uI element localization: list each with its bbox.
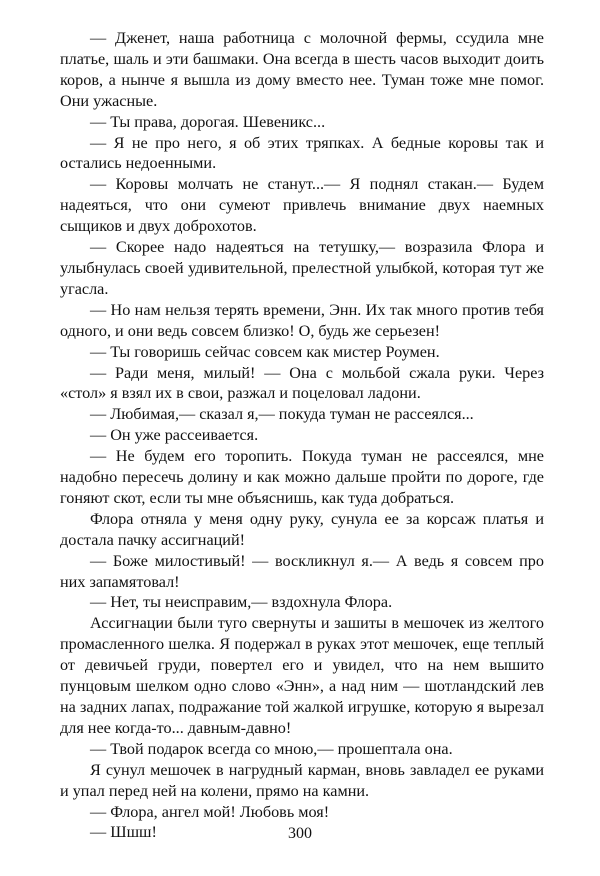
paragraph: — Но нам нельзя терять времени, Энн. Их так много против тебя одного, и они ведь совсем близко! О, будь же серьезен! <box>60 300 544 340</box>
paragraph: — Дженет, наша работница с молочной фермы, ссудила мне платье, шаль и эти башмаки. Она всегда в шесть часов выходит доить коров, а нынче я вышла из дому вместо нее. Туман тоже мне помог. Они ужасные. <box>60 29 544 110</box>
paragraph: — Любимая,— сказал я,— покуда туман не рассеялся... <box>90 405 474 424</box>
paragraph: — Ты права, дорогая. Шевеникс... <box>90 112 326 131</box>
paragraph: — Он уже рассеивается. <box>90 426 259 445</box>
paragraph: — Твой подарок всегда со мною,— прошептала она. <box>90 739 453 758</box>
paragraph: — Флора, ангел мой! Любовь моя! <box>90 802 330 821</box>
paragraph: — Нет, ты неисправим,— вздохнула Флора. <box>90 593 393 612</box>
paragraph: Флора отняла у меня одну руку, сунула ее за корсаж платья и достала пачку ассигнаций! <box>60 509 544 549</box>
paragraph: — Коровы молчать не станут...— Я поднял стакан.— Будем надеяться, что они сумеют привлечь внимание двух наемных сыщиков и двух доброхотов. <box>60 175 544 236</box>
paragraph: Я сунул мешочек в нагрудный карман, вновь завладел ее руками и упал перед ней на колени, прямо на камни. <box>60 760 544 800</box>
paragraph: — Боже милостивый! — воскликнул я.— А ведь я совсем про них запамятовал! <box>60 551 544 591</box>
paragraph: Ассигнации были туго свернуты и зашиты в мешочек из желтого промасленного шелка. Я подержал в руках этот мешочек, еще теплый от девичьей груди, повертел его и увидел, что на нем вышито пунцовым шелком одно слово «Энн», а над ним — шотландский лев на задних лапах, подражание той жалкой игрушке, которую я вырезал для нее когда-то... давным-давно! <box>60 614 544 737</box>
paragraph: — Ради меня, милый! — Она с мольбой сжала руки. Через «стол» я взял их в свои, разжал и поцеловал ладони. <box>60 363 544 403</box>
paragraph: — Не будем его торопить. Покуда туман не рассеялся, мне надобно пересечь долину и как можно дальше пройти по дороге, где гоняют скот, если ты мне объяснишь, как туда добраться. <box>60 447 544 507</box>
paragraph: — Ты говоришь сейчас совсем как мистер Роумен. <box>90 342 440 361</box>
paragraph: — Шшш! <box>90 823 157 842</box>
page-number: 300 <box>288 825 312 842</box>
body-text <box>60 28 544 843</box>
paragraph: — Я не про него, я об этих тряпках. А бедные коровы так и остались недоенными. <box>60 133 544 173</box>
paragraph: — Скорее надо надеяться на тетушку,— возразила Флора и улыбнулась своей удивительной, прелестной улыбкой, которая тут же угасла. <box>60 238 544 298</box>
